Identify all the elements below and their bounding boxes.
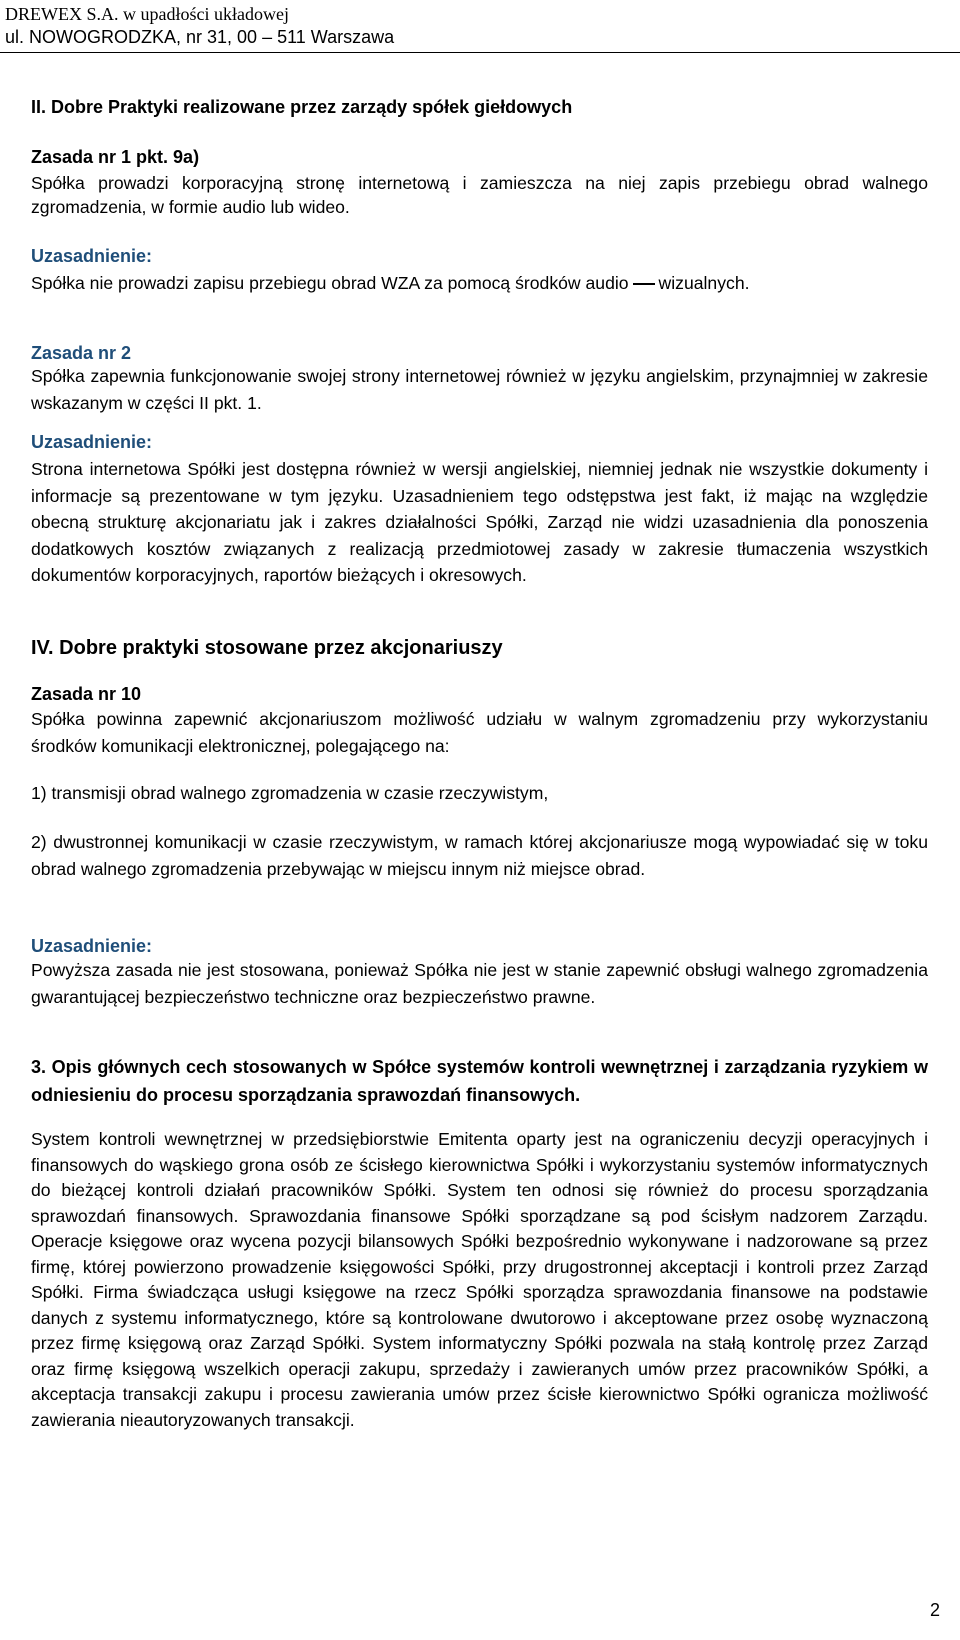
dash-mark	[633, 283, 655, 285]
rule-2-text: Spółka zapewnia funkcjonowanie swojej strony internetowej również w języku angielskim, przynajmniej w zakresie wskazanym w części II pkt. 1.	[31, 366, 928, 413]
rule-1-justification-end: wizualnych.	[658, 273, 750, 293]
section-ii-title: II. Dobre Praktyki realizowane przez zarządy spółek giełdowych	[31, 97, 573, 117]
rule-10-justification-label: Uzasadnienie:	[31, 936, 153, 956]
header-divider	[0, 52, 960, 53]
rule-1-text: Spółka prowadzi korporacyjną stronę internetową i zamieszcza na niej zapis przebiegu obrad walnego zgromadzenia, w formie audio lub wideo.	[31, 173, 928, 217]
section-3-title: 3. Opis głównych cech stosowanych w Spółce systemów kontroli wewnętrznej i zarządzania ryzykiem w odniesieniu do procesu sporządzania sprawozdań finansowych.	[31, 1057, 928, 1105]
rule-2-heading: Zasada nr 2	[31, 343, 132, 363]
rule-1-justification-text: Spółka nie prowadzi zapisu przebiegu obrad WZA za pomocą środków audio	[31, 273, 629, 293]
page-number: 2	[929, 1600, 940, 1620]
header-company: DREWEX S.A. w upadłości układowej	[5, 4, 289, 24]
rule-10-heading: Zasada nr 10	[31, 684, 142, 704]
rule-10-justification: Powyższa zasada nie jest stosowana, ponieważ Spółka nie jest w stanie zapewnić obsługi walnego zgromadzenia gwarantującej bezpieczeństwo techniczne oraz bezpieczeństwo prawne.	[31, 960, 928, 1007]
rule-10-item-1: 1) transmisji obrad walnego zgromadzenia w czasie rzeczywistym,	[31, 783, 549, 803]
rule-10-item-2: 2) dwustronnej komunikacji w czasie rzeczywistym, w ramach której akcjonariusze mogą wypowiadać się w toku obrad walnego zgromadzenia przebywając w miejscu innym niż miejsce obrad.	[31, 832, 928, 879]
section-3-text: System kontroli wewnętrznej w przedsiębiorstwie Emitenta oparty jest na ograniczeniu decyzji operacyjnych i finansowych do wąskiego grona osób ze ścisłego kierownictwa Spółki i wykorzystaniu systemów informatycznych do bieżącej kontroli działań pracowników Spółki. System ten odnosi się również do procesu sporządzania sprawozdań finansowych. Sprawozdania finansowe Spółki sporządzane są pod ścisłym nadzorem Zarządu. Operacje księgowe oraz wycena pozycji bilansowych Spółki bezpośrednio wykonywane i nadzorowane są przez firmę, której powierzono prowadzenie księgowości Spółki, przy drugostronnej akceptacji i kontroli przez Zarząd Spółki. Firma świadcząca usługi księgowe na rzecz Spółki sporządza sprawozdania finansowe na podstawie danych z systemu informatycznego, które są kontrolowane dwutorowo i akceptowane przez osobę wyznaczoną przez firmę księgową oraz Zarząd Spółki. System informatyczny Spółki pozwala na stałą kontrolę przez Zarząd oraz firmę księgową wszelkich operacji zakupu, sprzedaży i zawieranych umów przez pracowników Spółki, a akceptacja transakcji zakupu i procesu zawierania umów przez ścisłe kierownictwo Spółki ogranicza możliwość zawierania nieautoryzowanych transakcji.	[31, 1129, 928, 1430]
rule-1-justification-label: Uzasadnienie:	[31, 246, 153, 266]
rule-2-justification-label: Uzasadnienie:	[31, 432, 153, 452]
rule-1-heading: Zasada nr 1 pkt. 9a)	[31, 147, 200, 167]
rule-2-justification: Strona internetowa Spółki jest dostępna również w wersji angielskiej, niemniej jednak nie wszystkie dokumenty i informacje są prezentowane w tym języku. Uzasadnieniem tego odstępstwa jest fakt, iż mając na względzie obecną strukturę akcjonariatu jak i zakres działalności Spółki, Zarząd nie widzi uzasadnienia dla ponoszenia dodatkowych kosztów związanych z realizacją przedmiotowej zasady w zakresie tłumaczenia wszystkich dokumentów korporacyjnych, raportów bieżących i okresowych.	[31, 459, 928, 586]
rule-1-justification	[31, 270, 928, 297]
header-address: ul. NOWOGRODZKA, nr 31, 00 – 511 Warszawa	[5, 27, 395, 47]
page-header	[5, 3, 705, 49]
rule-10-text: Spółka powinna zapewnić akcjonariuszom możliwość udziału w walnym zgromadzeniu przy wykorzystaniu środków komunikacji elektronicznej, polegającego na:	[31, 709, 928, 756]
section-iv-title: IV. Dobre praktyki stosowane przez akcjonariuszy	[31, 637, 503, 659]
